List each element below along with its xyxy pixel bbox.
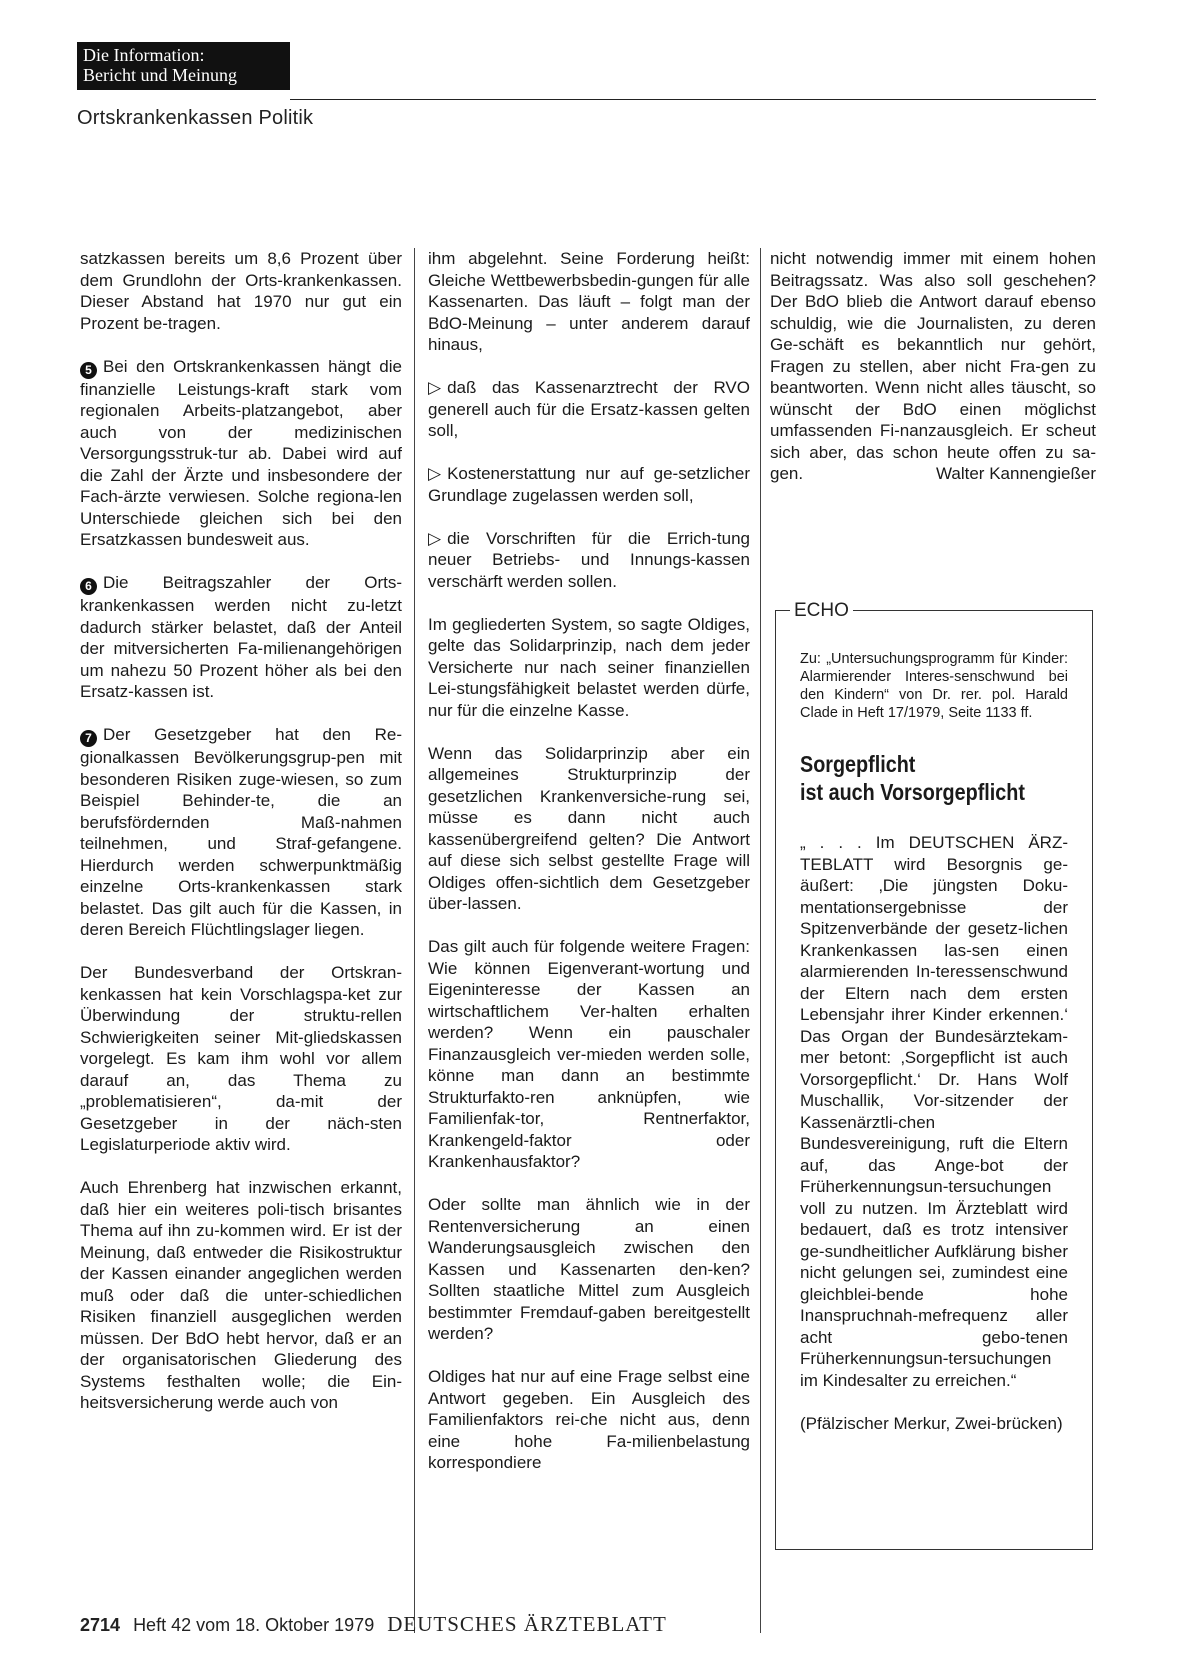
page-number: 2714 [80, 1615, 121, 1635]
bullet-text: daß das Kassenarztrecht der RVO generell auch für die Ersatz-kassen gelten soll, [428, 378, 750, 440]
numbered-paragraph [80, 356, 402, 551]
bullet-text: die Vorschriften für die Errich-tung neuer Betriebs- und Innungs-kassen verschärft werden sollen. [428, 528, 750, 591]
page-footer [80, 1612, 667, 1637]
echo-headline-line2: ist auch Vorsorgepflicht [800, 779, 1025, 805]
issue-info: Heft 42 vom 18. Oktober 1979 [133, 1615, 375, 1635]
column-divider [414, 248, 415, 1633]
echo-headline [800, 750, 1075, 806]
paragraph: Wenn das Solidarprinzip aber ein allgemeines Strukturprinzip der gesetzlichen Krankenversiche-rung sei, müsse es dann nicht auch kassenübergreifend gelten? Die Antwort auf diese sich selbst gestellte Frage will Oldiges offen-sichtlich dem Gesetzgeber über-lassen. [428, 743, 750, 913]
paragraph [770, 248, 1096, 485]
paragraph-text: Der Gesetzgeber hat den Re-gionalkassen Bevölkerungsgrup-pen mit besonderen Risiken zuge-wiesen, so zum Beispiel Behinder-te, die an berufsfördernden Maß-nahmen teilnehmen, und Straf-gefangene. Hierdurch werden schwerpunktmäßig einzelne Orts-krankenkassen stark belastet. Das gilt auch für die Kassen, in deren Bereich Flüchtlingslager liegen. [80, 725, 402, 939]
bullet-text: Kostenerstattung nur auf ge-setzlicher Grundlage zugelassen werden soll, [428, 464, 750, 505]
echo-label: ECHO [790, 600, 853, 622]
journal-name: DEUTSCHES ÄRZTEBLATT [387, 1612, 667, 1636]
paragraph: Der Bundesverband der Ortskran-kenkassen hat kein Vorschlagspa-ket zur Überwindung der struktu-rellen Schwierigkeiten seiner Mit-gliedskassen vorgelegt. Es kam ihm wohl vor allem darauf an, das Thema zu „problematisieren“, da-mit der Gesetzgeber in der näch-sten Legislaturperiode aktiv wird. [80, 963, 402, 1154]
section-label-line2: Bericht und Meinung [83, 65, 237, 85]
number-badge: 6 [80, 578, 97, 595]
paragraph: Oldiges hat nur auf eine Frage selbst eine Antwort gegeben. Ein Ausgleich des Familienfaktors rei-che nicht aus, denn eine hohe Fa-milienbelastung korrespondiere [428, 1367, 750, 1472]
echo-content [800, 650, 1068, 1456]
paragraph: Das gilt auch für folgende weitere Fragen: Wie können Eigenverant-wortung und Eigeninteresse der Kassen an wirtschaftlichem Ver-halten erhalten werden? Wenn ein pauschaler Finanzausgleich ver-mieden werden solle, könne man dann an bestimmte Strukturfakto-ren anknüpfen, wie Familienfak-tor, Rentnerfaktor, Krankengeld-faktor oder Krankenhausfaktor? [428, 937, 750, 1171]
numbered-paragraph [80, 572, 402, 703]
section-title: Ortskrankenkassen Politik [77, 107, 314, 129]
author-byline: Walter Kannengießer [935, 464, 1096, 483]
paragraph-text: Die Beitragszahler der Orts-krankenkassen werden nicht zu-letzt dadurch stärker belastet, daß der Anteil der mitversicherten Fa-milienangehörigen um nahezu 50 Prozent höher als bei den Ersatz-kassen ist. [80, 573, 402, 701]
echo-source: (Pfälzischer Merkur, Zwei-brücken) [800, 1413, 1063, 1433]
number-badge: 7 [80, 730, 97, 747]
paragraph: satzkassen bereits um 8,6 Prozent über dem Grundlohn der Orts-krankenkassen. Dieser Abstand hat 1970 nur gut ein Prozent be-tragen. [80, 249, 402, 333]
numbered-paragraph [80, 724, 402, 941]
bullet-item [428, 377, 750, 442]
bullet-item [428, 463, 750, 506]
paragraph: ihm abgelehnt. Seine Forderung heißt: Gleiche Wettbewerbsbedin-gungen für alle Kassenarten. Das läuft – folgt man der BdO-Meinung – unter anderem darauf hinaus, [428, 249, 750, 354]
column-divider [760, 248, 761, 1633]
triangle-bullet-icon: ▷ [428, 464, 442, 483]
article-column-2 [428, 248, 750, 1495]
bullet-item [428, 528, 750, 593]
section-label-line1: Die Information: [83, 45, 205, 65]
echo-headline-line1: Sorgepflicht [800, 751, 916, 777]
echo-quote: „ . . . Im DEUTSCHEN ÄRZ-TEBLATT wird Besorgnis ge-äußert: ‚Die jüngsten Doku-mentationsergebnisse der Spitzenverbände der gesetz-lichen Krankenkassen las-sen einen alarmierenden In-teressenschwund der Eltern nach dem ersten Lebensjahr ihrer Kinder erkennen.‘ Das Organ der Bundesärztekam-mer betont: ‚Sorgepflicht ist auch Vorsorgepflicht.‘ Dr. Hans Wolf Muschallik, Vor-sitzender der Kassenärztli-chen Bundesvereinigung, ruft die Eltern auf, das Ange-bot der Früherkennungsun-tersuchungen voll zu nutzen. Im Ärzteblatt wird bedauert, daß es trotz intensiver ge-sundheitlicher Aufklärung bisher nicht gelungen sei, zumindest eine gleichblei-bende hohe Inanspruchnah-mefrequenz aller acht gebo-tenen Früherkennungsun-tersuchungen im Kindesalter zu erreichen.“ [800, 833, 1068, 1390]
paragraph: Oder sollte man ähnlich wie in der Rentenversicherung an einen Wanderungsausgleich zwischen den Kassen und Kassenarten den-ken? Sollten staatliche Mittel zum Ausgleich bestimmter Fremdauf-gaben bereitgestellt werden? [428, 1195, 750, 1343]
paragraph-text: nicht notwendig immer mit einem hohen Beitragssatz. Was also soll geschehen? Der BdO blieb die Antwort darauf ebenso schuldig, wie die Journalisten, zu deren Ge-schäft es bekanntlich nur gehört, Fragen zu stellen, aber nicht Fra-gen zu beantworten. Wenn nicht alles täuscht, so wünscht der BdO einen möglichst umfassenden Fi-nanzausgleich. Er scheut sich aber, das schon heute offen zu sa-gen. [770, 249, 1096, 483]
header-rule [290, 99, 1096, 100]
article-column-3 [770, 248, 1096, 506]
paragraph: Auch Ehrenberg hat inzwischen erkannt, daß hier ein weiteres poli-tisch brisantes Thema auf ihn zu-kommen wird. Er ist der Meinung, daß entweder die Risikostruktur der Kassen einander angeglichen werden muß oder daß die unter-schiedlichen Risiken finanziell ausgeglichen werden müssen. Der BdO hebt hervor, daß er an der organisatorischen Gliederung des Systems festhalten wolle; die Ein-heitsversicherung werde auch von [80, 1178, 402, 1412]
number-badge: 5 [80, 362, 97, 379]
echo-reference: Zu: „Untersuchungsprogramm für Kinder: Alarmierender Interes-senschwund bei den Kindern“ von Dr. rer. pol. Harald Clade in Heft 17/1979, Seite 1133 ff. [800, 651, 1068, 721]
paragraph: Im gegliederten System, so sagte Oldiges, gelte das Solidarprinzip, nach dem jeder Versicherte nur nach seiner finanziellen Lei-stungsfähigkeit belastet werden dürfe, nur für die einzelne Kasse. [428, 614, 750, 720]
triangle-bullet-icon: ▷ [428, 528, 442, 548]
article-column-1 [80, 248, 402, 1435]
section-label-box [77, 42, 290, 90]
triangle-bullet-icon: ▷ [428, 378, 442, 397]
paragraph-text: Bei den Ortskrankenkassen hängt die finanzielle Leistungs-kraft stark vom regionalen Arbeits-platzangebot, aber auch von der medizinischen Versorgungsstruk-tur ab. Dabei wird auf die Zahl der Ärzte und insbesondere der Fach-ärzte verwiesen. Solche regiona-len Unterschiede gleichen sich bei den Ersatzkassen bundesweit aus. [80, 356, 402, 549]
